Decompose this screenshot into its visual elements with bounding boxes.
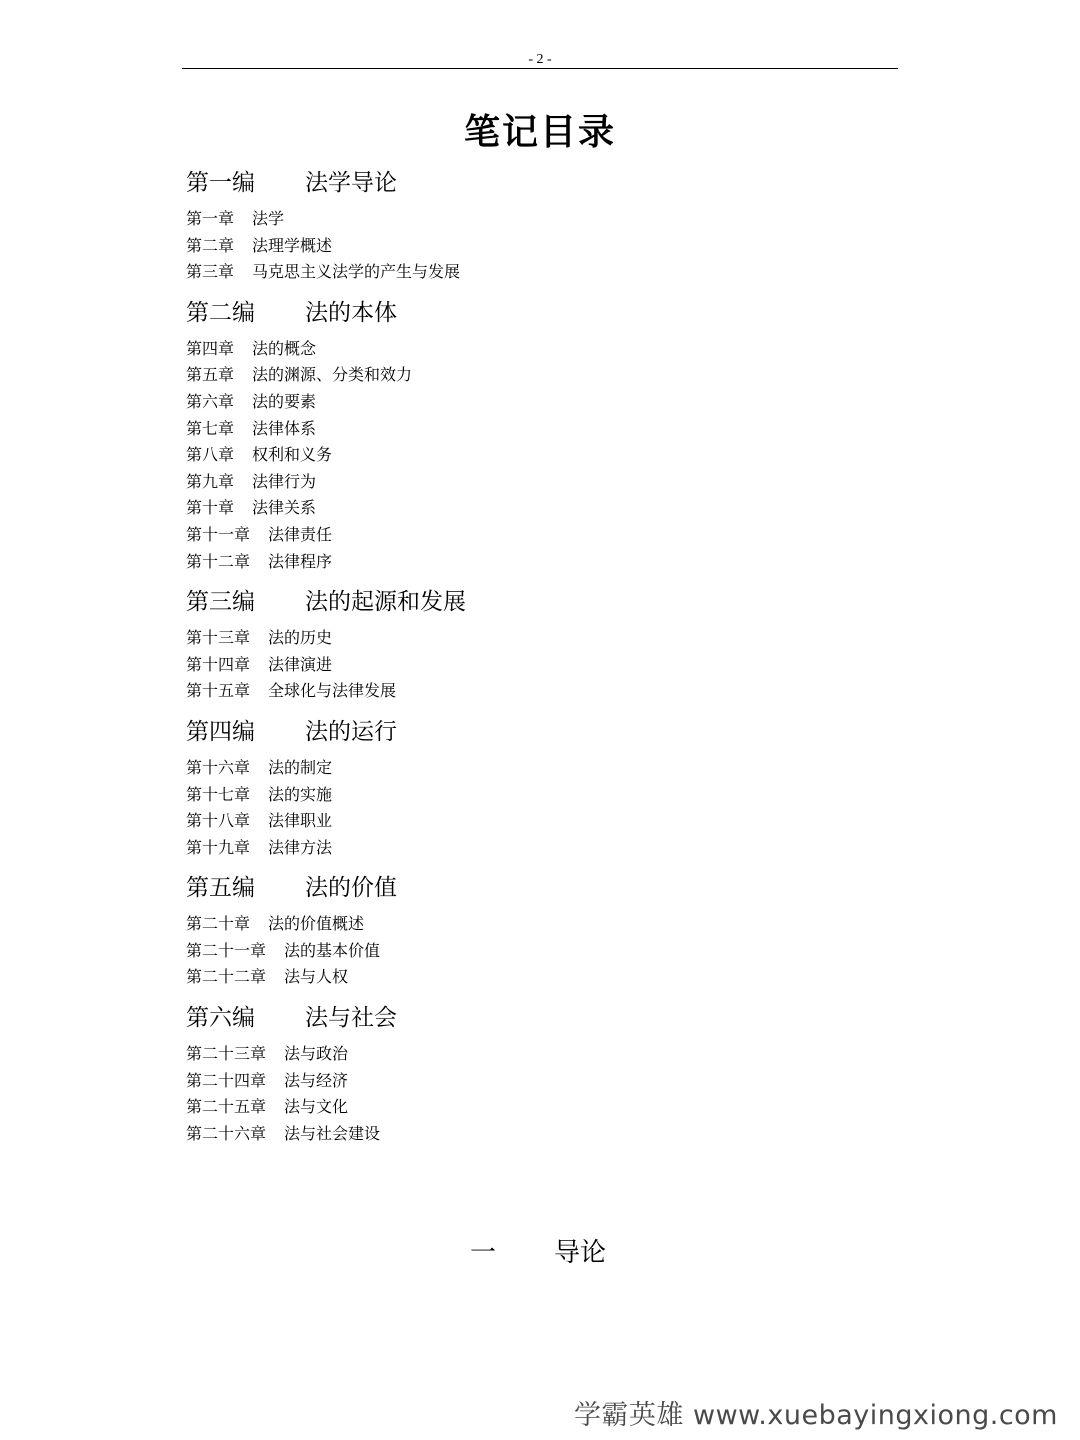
- table-of-contents: [186, 166, 886, 1157]
- chapter-title: 法与经济: [284, 1070, 349, 1090]
- chapter-number: 第十三章: [186, 628, 251, 648]
- chapter-number: 第十七章: [186, 784, 251, 804]
- toc-part: [186, 1001, 886, 1147]
- page-number: - 2 -: [528, 52, 552, 67]
- chapter-number: 第六章: [186, 391, 235, 411]
- chapter-number: 第十章: [186, 498, 235, 518]
- toc-part: [186, 715, 886, 861]
- part-heading: [186, 296, 886, 330]
- chapter-title: 法的渊源、分类和效力: [252, 365, 413, 385]
- chapter-title: 法的实施: [268, 784, 333, 804]
- chapter-title: 全球化与法律发展: [268, 681, 397, 701]
- chapter-title: 法学: [252, 209, 285, 228]
- chapter-title: 法律方法: [268, 837, 333, 857]
- toc-chapter-item: [186, 1094, 886, 1121]
- chapter-number: 第十五章: [186, 681, 251, 701]
- chapter-number: 第二十章: [186, 914, 251, 934]
- part-heading: [186, 715, 886, 749]
- chapter-number: 第十六章: [186, 757, 251, 777]
- toc-chapter-item: [186, 1068, 886, 1095]
- toc-chapter-item: [186, 416, 886, 443]
- watermark: 学霸英雄 www.xuebayingxiong.com: [573, 1400, 1058, 1431]
- toc-chapter-item: [186, 625, 886, 652]
- part-heading: [186, 166, 886, 200]
- chapter-title: 法与文化: [284, 1097, 349, 1117]
- toc-chapter-item: [186, 442, 886, 469]
- toc-chapter-item: [186, 678, 886, 705]
- chapter-number: 第二十五章: [186, 1097, 267, 1117]
- part-heading: [186, 1001, 886, 1035]
- part-number: 第四编: [186, 718, 255, 745]
- toc-chapter-item: [186, 336, 886, 363]
- chapter-title: 法律程序: [268, 551, 333, 571]
- toc-chapter-item: [186, 964, 886, 991]
- toc-chapter-item: [186, 1041, 886, 1068]
- chapter-number: 第十八章: [186, 811, 251, 831]
- chapter-number: 第二十二章: [186, 967, 267, 987]
- part-title: 法的起源和发展: [305, 589, 466, 616]
- header-rule: [182, 68, 898, 69]
- toc-chapter-item: [186, 233, 886, 260]
- chapter-number: 第二章: [186, 235, 235, 255]
- chapter-title: 法律职业: [268, 811, 333, 831]
- chapter-title: 法与人权: [284, 967, 349, 987]
- toc-part: [186, 166, 886, 286]
- toc-chapter-item: [186, 755, 886, 782]
- chapter-number: 第十一章: [186, 524, 251, 544]
- section-title: 导论: [554, 1238, 607, 1268]
- toc-chapter-item: [186, 549, 886, 576]
- toc-chapter-item: [186, 938, 886, 965]
- toc-chapter-item: [186, 782, 886, 809]
- section-number: 一: [470, 1238, 497, 1268]
- chapter-number: 第三章: [186, 262, 235, 282]
- chapter-number: 第一章: [186, 209, 235, 228]
- section-heading: [470, 1232, 606, 1269]
- chapter-number: 第七章: [186, 418, 235, 438]
- chapter-title: 法的制定: [268, 757, 333, 777]
- chapter-title: 马克思主义法学的产生与发展: [252, 262, 461, 282]
- part-number: 第六编: [186, 1005, 255, 1032]
- chapter-number: 第五章: [186, 365, 235, 385]
- chapter-title: 法与政治: [284, 1044, 349, 1064]
- toc-chapter-item: [186, 259, 886, 286]
- chapter-number: 第四章: [186, 338, 235, 358]
- part-number: 第一编: [186, 170, 255, 196]
- chapter-title: 法的概念: [252, 338, 317, 358]
- chapter-title: 法律演进: [268, 654, 333, 674]
- chapter-number: 第八章: [186, 445, 235, 465]
- toc-chapter-item: [186, 1121, 886, 1148]
- toc-chapter-item: [186, 835, 886, 862]
- toc-chapter-item: [186, 652, 886, 679]
- chapter-number: 第十九章: [186, 837, 251, 857]
- toc-chapter-item: [186, 389, 886, 416]
- part-heading: [186, 871, 886, 905]
- toc-part: [186, 871, 886, 991]
- part-number: 第二编: [186, 299, 255, 326]
- chapter-title: 法的基本价值: [284, 940, 381, 960]
- chapter-title: 法的价值概述: [268, 914, 365, 934]
- toc-part: [186, 296, 886, 575]
- page-title: 笔记目录: [463, 112, 616, 153]
- part-heading: [186, 585, 886, 619]
- chapter-number: 第九章: [186, 471, 235, 491]
- toc-chapter-item: [186, 469, 886, 496]
- toc-chapter-item: [186, 911, 886, 938]
- toc-chapter-item: [186, 362, 886, 389]
- chapter-title: 法的历史: [268, 628, 333, 648]
- toc-chapter-item: [186, 206, 886, 233]
- chapter-number: 第二十六章: [186, 1123, 267, 1143]
- part-number: 第五编: [186, 875, 255, 902]
- toc-part: [186, 585, 886, 705]
- part-title: 法的运行: [305, 718, 397, 745]
- part-title: 法的价值: [305, 875, 397, 902]
- chapter-title: 法律关系: [252, 498, 317, 518]
- toc-chapter-item: [186, 495, 886, 522]
- chapter-title: 法理学概述: [252, 235, 333, 255]
- part-title: 法与社会: [305, 1005, 397, 1032]
- toc-chapter-item: [186, 522, 886, 549]
- chapter-title: 法与社会建设: [284, 1123, 381, 1143]
- chapter-title: 法的要素: [252, 391, 317, 411]
- part-title: 法学导论: [305, 170, 397, 196]
- chapter-title: 法律行为: [252, 471, 317, 491]
- chapter-number: 第十二章: [186, 551, 251, 571]
- part-number: 第三编: [186, 589, 255, 616]
- chapter-title: 法律体系: [252, 418, 317, 438]
- chapter-title: 权利和义务: [252, 445, 333, 465]
- toc-chapter-item: [186, 808, 886, 835]
- part-title: 法的本体: [305, 299, 397, 326]
- chapter-number: 第二十三章: [186, 1044, 267, 1064]
- chapter-number: 第二十四章: [186, 1070, 267, 1090]
- chapter-number: 第二十一章: [186, 940, 267, 960]
- chapter-number: 第十四章: [186, 654, 251, 674]
- chapter-title: 法律责任: [268, 524, 333, 544]
